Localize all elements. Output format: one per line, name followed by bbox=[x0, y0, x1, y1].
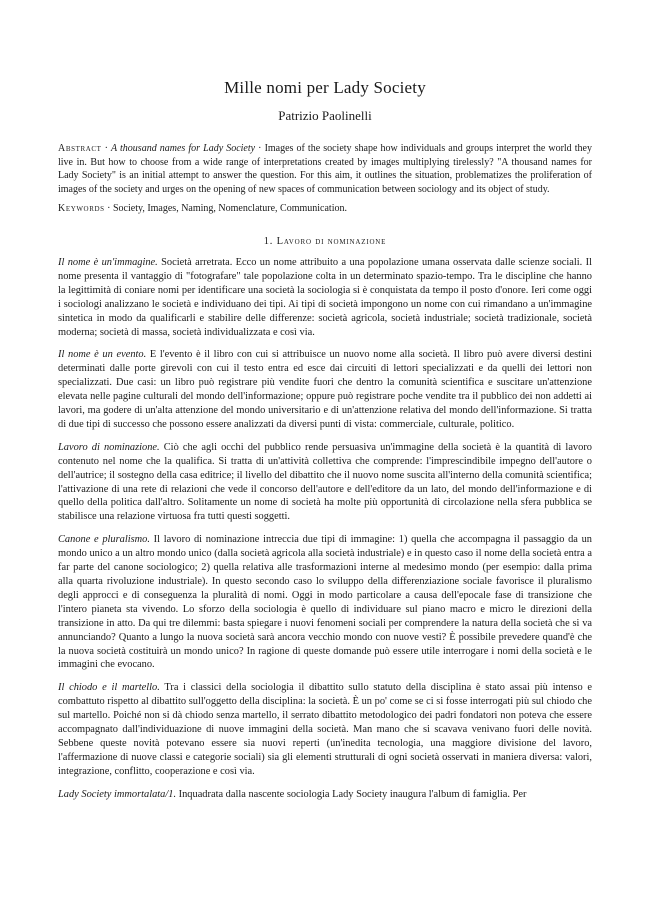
paragraph bbox=[58, 533, 592, 672]
abstract-separator: · bbox=[101, 143, 112, 154]
paper-title: Mille nomi per Lady Society bbox=[224, 78, 426, 97]
paragraph bbox=[58, 788, 592, 802]
abstract-label: Abstract bbox=[58, 143, 102, 154]
paragraph-lead: Canone e pluralismo. bbox=[58, 534, 150, 546]
paragraph-lead: Il nome è un evento. bbox=[58, 349, 147, 361]
abstract-text: · Images of the society shape how individuals and groups interpret the world they live in. But how to choose from a wide range of interpretations created by images multiplying tirelessly? "A thousand names for Lady Society" is an initial attempt to answer the question. For this aim, it outlines the situation, problematizes the proliferation of images of the society and urges on the opening of new spaces of communication between sociology and its object of study. bbox=[58, 143, 592, 195]
abstract bbox=[58, 142, 592, 196]
paragraph bbox=[58, 256, 592, 339]
paragraph-lead: Lavoro di nominazione. bbox=[58, 441, 160, 453]
paragraph-lead: Il chiodo e il martello. bbox=[58, 682, 160, 694]
keywords-label: Keywords bbox=[58, 203, 105, 215]
keywords-text: · Society, Images, Naming, Nomenclature, Communication. bbox=[104, 203, 347, 215]
paragraph-text: Ciò che agli occhi del pubblico rende persuasiva un'immagine della società è la quantità di lavoro contenuto nel nome che la qualifica. Si tratta di un'attività collettiva che comprende: l'imprescindibile impegno dell'autore o dell'autrice; il sostegno della casa editrice; il livello del dibattito che il nuovo nome suscita all'interno della comunità scientifica; l'attivazione di una rete di relazioni che vede il concorso dell'autore e dell'editore da un lato, del mondo dell'informazione e di quello della politica dall'altro. Solitamente un nome di società ha molte più opportunità di circolazione nella sfera pubblica se stabilisce una relazione virtuosa fra tutti questi soggetti. bbox=[58, 441, 592, 523]
paragraph bbox=[58, 348, 592, 431]
keywords bbox=[58, 202, 592, 216]
paragraph-text: Inquadrata dalla nascente sociologia Lady Society inaugura l'album di famiglia. Per bbox=[176, 788, 527, 800]
paragraph-text: E l'evento è il libro con cui si attribuisce un nuovo nome alla società. Il libro può avere diversi destini determinati dalle porte girevoli con cui il testo entra ed esce dai circuiti di lettori specializzati e da quelli dei lettori non specializzati. Due casi: un libro può registrare più vendite fuori che dentro la comunità scientifica e suscitare un'attenzione elevata nelle pagine culturali del mondo dell'informazione; oppure può registrare poche vendite tra il pubblico dei non addetti ai lavori, ma godere di un'alta attenzione del mondo universitario e di un'attenzione relativa del mondo dell'informazione. Si tratta di due tipi di successo che possono essere analizzati da diversi punti di vista: commerciale, culturale, politico. bbox=[58, 349, 592, 430]
paragraph-text: Società arretrata. Ecco un nome attribuito a una popolazione umana osservata dalle scienze sociali. Il nome presenta il vantaggio di "fotografare" tale popolazione colta in un determinato spazio-tempo. Tra le discipline che hanno la legittimità di coniare nomi per identificare una società la sociologia si è conquistata da tempo il posto d'onore. Ieri come oggi i sociologi analizzano le società e individuano dei tipi. Ai tipi di società impongono un nome con cui rimandano a un'immagine sintetica in modo da qualificarli e stabilire delle differenze: società agricola, società industriale; società tradizionale, società moderna; società di massa, società individualizzata e così via. bbox=[58, 256, 592, 338]
paragraph-lead: Il nome è un'immagine. bbox=[58, 256, 158, 268]
paragraph-lead: Lady Society immortalata/1. bbox=[58, 788, 177, 800]
paragraph bbox=[58, 681, 592, 778]
paragraph-text: Il lavoro di nominazione intreccia due tipi di immagine: 1) quella che accompagna il passaggio da un mondo unico a un altro mondo unico (dalla società agricola alla società industriale) e in questo caso il nome della società entra a far parte del canone sociologico; 2) quella relativa alle trasformazioni interne al medesimo mondo (per esempio: dalla prima alla quarta rivoluzione industriale). In questo secondo caso lo sviluppo della differenziazione sociale favorisce il pluralismo degli approcci e di conseguenza la pluralità di nomi. Oggi in modo particolare a causa dell'epocale fase di transizione che l'intero pianeta sta vivendo. Lo sforzo della sociologia è quello di individuare sul piano macro e micro le direzioni della transizione in atto. Da qui tre dilemmi: basta spiegare i nuovi fenomeni sociali per comprendere la natura della società che si va annunciando? Quanto a lungo la nuova società sarà ancora vecchio mondo con nuove vesti? È possibile prevedere quand'è che la nuova società costituirà un mondo unico? In ragione di queste domande può essere utile interrogare i nomi della società e le immagini che evocano. bbox=[58, 534, 592, 671]
paragraph-text: Tra i classici della sociologia il dibattito sullo statuto della disciplina è stato assai più intenso e combattuto rispetto al dibattito sull'oggetto della disciplina: la società. È un po' come se ci si fosse interrogati più sul chiodo che sul martello. Poiché non si dà chiodo senza martello, il serrato dibattito metodologico dei padri fondatori non poteva che essere accompagnato dall'individuazione di nuove immagini della società. Man mano che si scavava venivano fuori delle novità. Sebbene queste novità potevano essere sia nuovi reperti (un'inedita tecnologia, una maggiore divisione del lavoro, l'affermazione di nuove classi e categorie sociali) sia gli elementi strutturali di ogni società osservati in maniera diversa: valori, integrazione, conflitto, cooperazione e così via. bbox=[58, 682, 592, 777]
paragraph bbox=[58, 441, 592, 524]
section-heading: 1. Lavoro di nominazione bbox=[263, 235, 387, 247]
author-name: Patrizio Paolinelli bbox=[278, 108, 372, 123]
abstract-english-title: A thousand names for Lady Society bbox=[111, 143, 256, 154]
